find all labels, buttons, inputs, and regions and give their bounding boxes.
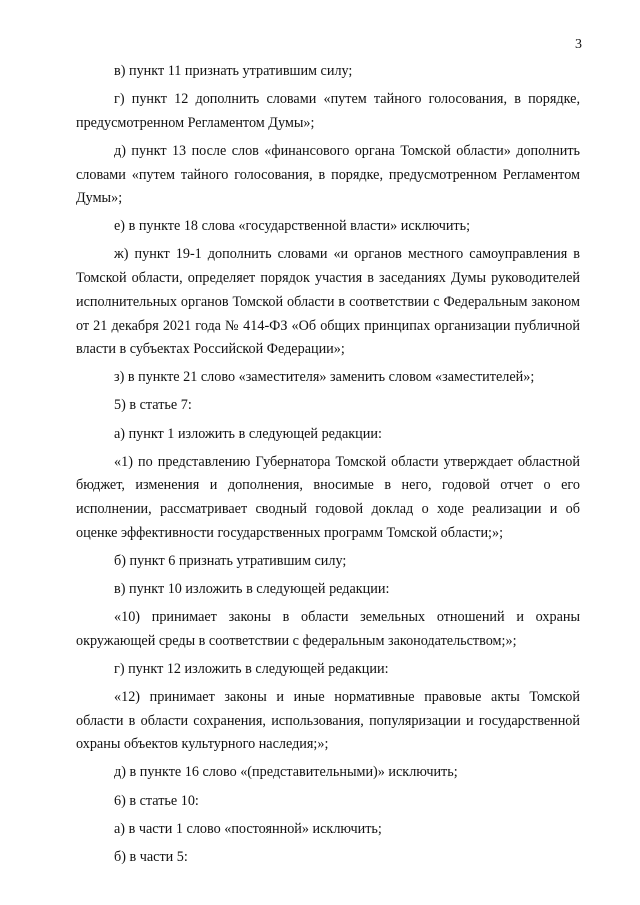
page-number: 3 xyxy=(575,37,582,52)
paragraph: б) пункт 6 признать утратившим силу; xyxy=(114,552,347,569)
paragraph: 5) в статье 7: xyxy=(114,397,192,414)
paragraph: в) пункт 11 признать утратившим силу; xyxy=(114,63,353,79)
paragraph: е) в пункте 18 слова «государственной власти» исключить; xyxy=(114,218,471,235)
paragraph: г) пункт 12 дополнить словами «путем тайного голосования, в порядке, предусмотренном Регламентом Думы»; xyxy=(76,91,580,131)
paragraph: в) пункт 10 изложить в следующей редакции: xyxy=(114,580,390,597)
paragraph: б) в части 5: xyxy=(114,848,188,865)
paragraph: г) пункт 12 изложить в следующей редакции: xyxy=(114,660,389,677)
paragraph: д) пункт 13 после слов «финансового органа Томской области» дополнить словами «путем тайного голосования, в порядке, предусмотренном Регламентом Думы»; xyxy=(76,142,580,207)
paragraph: 6) в статье 10: xyxy=(114,792,199,809)
paragraph: ж) пункт 19-1 дополнить словами «и органов местного самоуправления в Томской области, определяет порядок участия в заседаниях Думы руководителей исполнительных органов Томской области в соответствии с Федеральным законом от 21 декабря 2021 года № 414-ФЗ «Об общих принципах организации публичной власти в субъектах Российской Федерации»; xyxy=(76,246,580,358)
document-body xyxy=(76,60,580,874)
paragraph: а) пункт 1 изложить в следующей редакции: xyxy=(114,425,382,442)
paragraph: «10) принимает законы в области земельных отношений и охраны окружающей среды в соответствии с федеральным законодательством;»; xyxy=(76,609,580,649)
paragraph: «12) принимает законы и иные нормативные правовые акты Томской области в области сохранения, использования, популяризации и государственной охраны объектов культурного наследия;»; xyxy=(76,688,580,753)
paragraph: «1) по представлению Губернатора Томской области утверждает областной бюджет, изменения и дополнения, вносимые в него, годовой отчет о его исполнении, рассматривает сводный годовой доклад о ходе реализации и об оценке эффективности государственных программ Томской области;»; xyxy=(76,453,580,541)
paragraph: д) в пункте 16 слово «(представительными)» исключить; xyxy=(114,764,458,781)
paragraph: з) в пункте 21 слово «заместителя» заменить словом «заместителей»; xyxy=(114,369,535,386)
paragraph: а) в части 1 слово «постоянной» исключить; xyxy=(114,820,382,837)
